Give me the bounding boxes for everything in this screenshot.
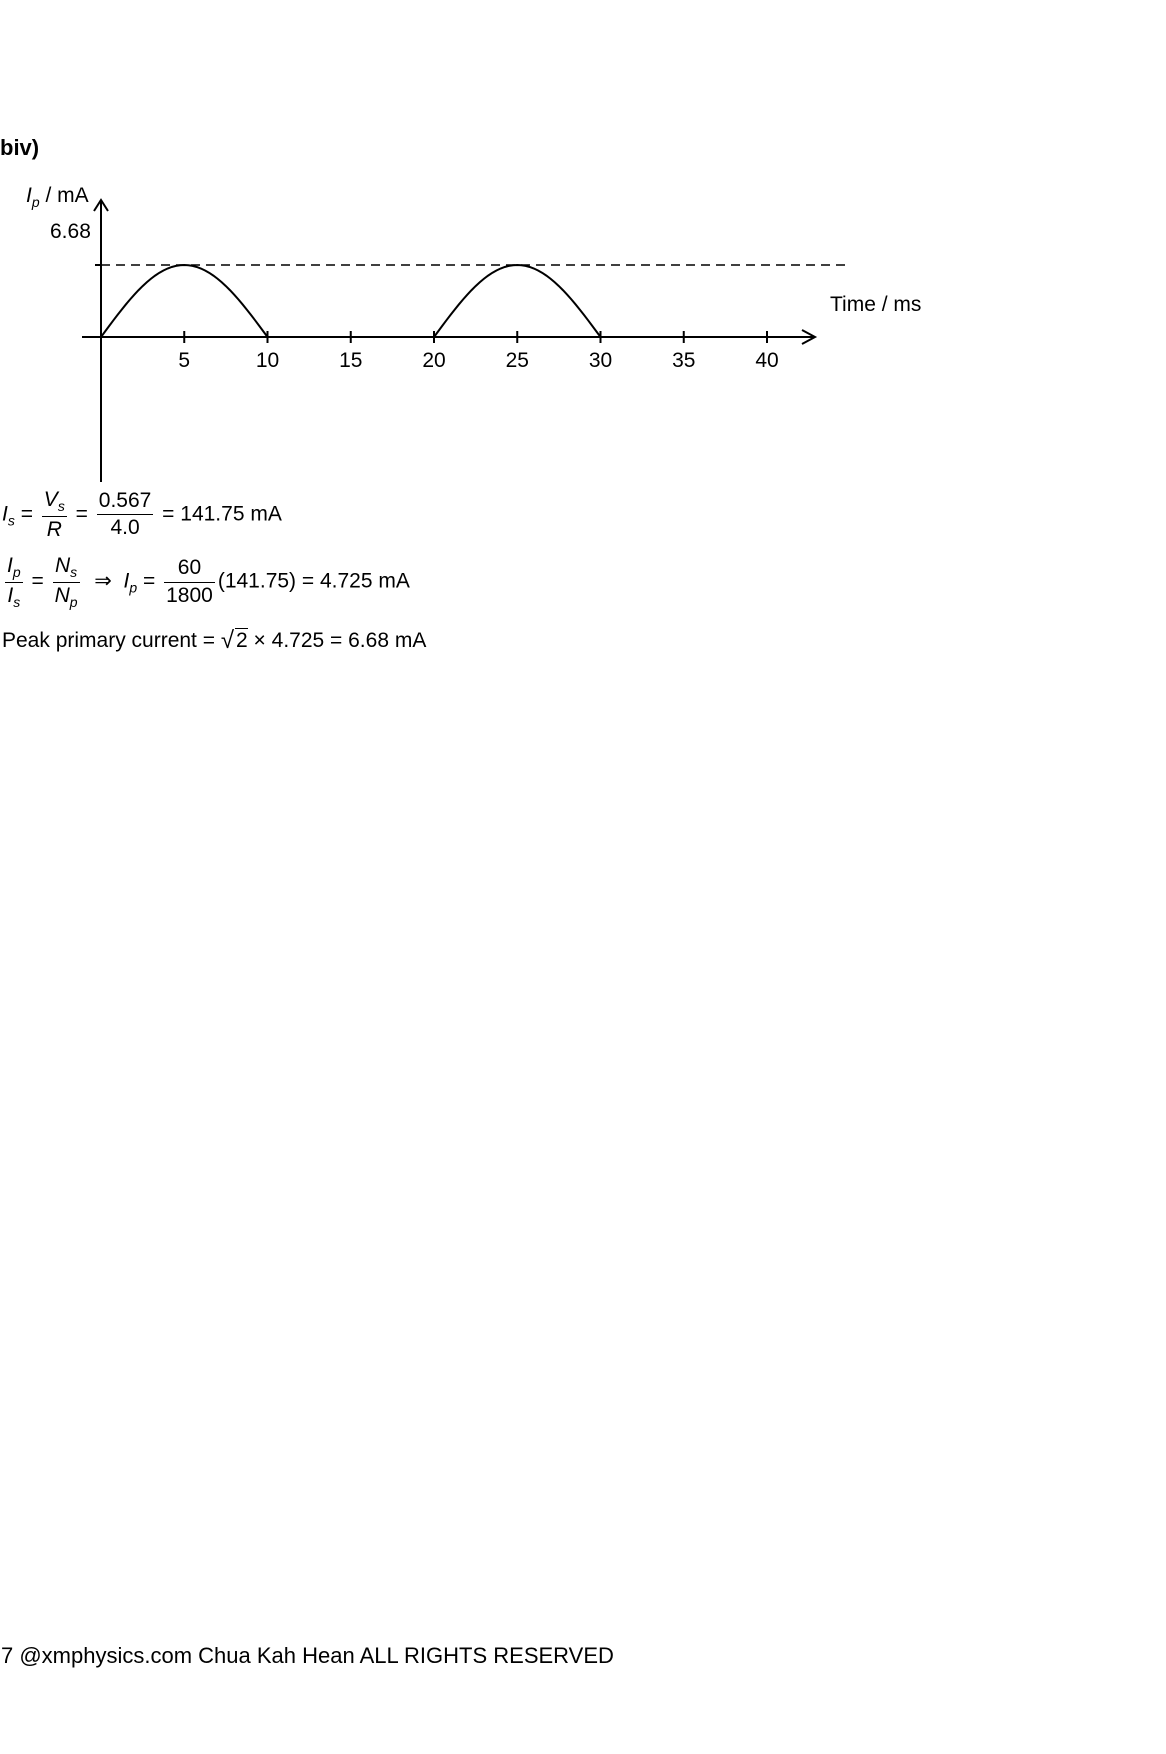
current-pulse-1 [101, 265, 268, 337]
equation-secondary-current: $I_s$ = $\frac{V_s}{R}$ = $\frac{0.567}{4.0}$ = 141.75 mA [2, 487, 282, 543]
current-pulse-2 [434, 265, 601, 337]
y-tick-label-peak: 6.68 [50, 220, 91, 243]
fraction-ip-over-is: $\frac{I_p}{I_s}$ [7, 554, 21, 610]
x-tick-label: 35 [672, 349, 696, 372]
footer-copyright: 7 @xmphysics.com Chua Kah Hean ALL RIGHTS RESERVED [1, 1643, 614, 1668]
x-tick-label: 40 [755, 349, 779, 372]
equation-peak-current: Peak primary current = √2 × 4.725 = 6.68 mA [2, 627, 427, 654]
current-curves [101, 265, 601, 337]
current-time-chart [0, 185, 940, 485]
fraction-values: $\frac{0.567}{4.0}$ [98, 489, 152, 540]
x-tick-label: 25 [505, 349, 529, 372]
sqrt-icon: √ [220, 627, 235, 654]
fraction-turns-ratio: $\frac{60}{1800}$ [166, 556, 213, 607]
y-axis-label: $I_p$ / mA [26, 185, 89, 210]
fraction-ns-over-np: $\frac{N_s}{N_p}$ [54, 554, 78, 610]
x-axis-label: Time / ms [830, 293, 922, 316]
section-label: biv) [0, 135, 40, 160]
equation-primary-current: $\frac{I_p}{I_s}$ = $\frac{N_s}{N_p}$ ⇒ $I_p$ = $\frac{60}{1800}$ (141.75) = 4.725 mA [7, 554, 410, 610]
x-tick-label: 10 [255, 349, 280, 372]
axes [82, 200, 845, 482]
x-tick-label: 20 [422, 349, 446, 372]
x-tick-label: 5 [178, 349, 191, 372]
fraction-vs-over-r: $\frac{V_s}{R}$ [43, 488, 65, 541]
x-tick-label: 30 [588, 349, 613, 372]
x-tick-label: 15 [339, 349, 363, 372]
